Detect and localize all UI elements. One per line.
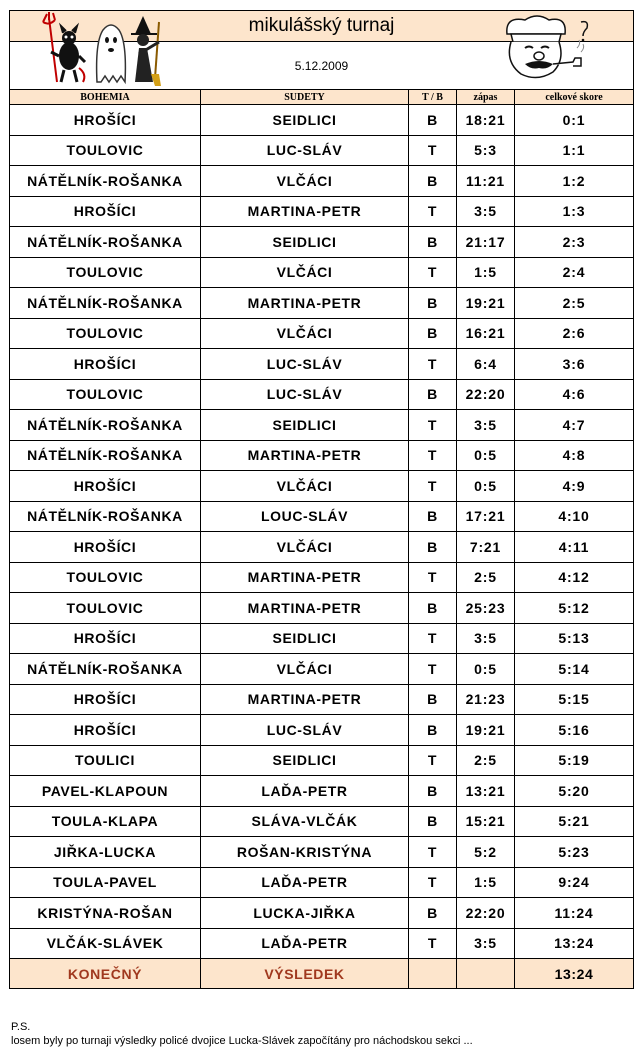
team-sudety-cell: MARTINA-PETR bbox=[201, 288, 409, 319]
tb-cell: T bbox=[409, 928, 457, 959]
match-score-cell: 3:5 bbox=[457, 928, 515, 959]
team-sudety-cell: LAĎA-PETR bbox=[201, 867, 409, 898]
postscript-label: P.S. bbox=[11, 1021, 31, 1033]
total-score-cell: 5:20 bbox=[515, 776, 634, 807]
team-sudety-cell: LOUC-SLÁV bbox=[201, 501, 409, 532]
tb-cell: B bbox=[409, 593, 457, 624]
tb-cell: B bbox=[409, 318, 457, 349]
team-sudety-cell: VLČÁCI bbox=[201, 318, 409, 349]
table-row bbox=[10, 562, 634, 593]
header-bohemia: BOHEMIA bbox=[10, 90, 201, 105]
team-bohemia-cell: TOULOVIC bbox=[10, 257, 201, 288]
total-score-cell: 5:21 bbox=[515, 806, 634, 837]
match-score-cell: 17:21 bbox=[457, 501, 515, 532]
table-row bbox=[10, 257, 634, 288]
match-score-cell: 0:5 bbox=[457, 471, 515, 502]
match-score-cell: 21:17 bbox=[457, 227, 515, 258]
team-bohemia-cell: HROŠÍCI bbox=[10, 623, 201, 654]
table-row bbox=[10, 105, 634, 136]
tb-cell: B bbox=[409, 501, 457, 532]
match-score-cell: 7:21 bbox=[457, 532, 515, 563]
tb-cell: T bbox=[409, 471, 457, 502]
final-empty-zapas bbox=[457, 959, 515, 989]
match-score-cell: 5:2 bbox=[457, 837, 515, 868]
team-bohemia-cell: NÁTĚLNÍK-ROŠANKA bbox=[10, 654, 201, 685]
team-sudety-cell: LUC-SLÁV bbox=[201, 379, 409, 410]
total-score-cell: 5:14 bbox=[515, 654, 634, 685]
team-bohemia-cell: NÁTĚLNÍK-ROŠANKA bbox=[10, 288, 201, 319]
total-score-cell: 4:7 bbox=[515, 410, 634, 441]
table-row bbox=[10, 471, 634, 502]
team-sudety-cell: MARTINA-PETR bbox=[201, 684, 409, 715]
table-row bbox=[10, 867, 634, 898]
match-score-cell: 15:21 bbox=[457, 806, 515, 837]
team-sudety-cell: VLČÁCI bbox=[201, 166, 409, 197]
team-sudety-cell: LAĎA-PETR bbox=[201, 776, 409, 807]
total-score-cell: 2:4 bbox=[515, 257, 634, 288]
match-score-cell: 22:20 bbox=[457, 379, 515, 410]
team-sudety-cell: LUC-SLÁV bbox=[201, 715, 409, 746]
match-score-cell: 5:3 bbox=[457, 135, 515, 166]
match-score-cell: 16:21 bbox=[457, 318, 515, 349]
team-bohemia-cell: JIŘKA-LUCKA bbox=[10, 837, 201, 868]
team-sudety-cell: LUC-SLÁV bbox=[201, 135, 409, 166]
team-bohemia-cell: TOULOVIC bbox=[10, 379, 201, 410]
tb-cell: T bbox=[409, 135, 457, 166]
table-row bbox=[10, 227, 634, 258]
team-bohemia-cell: TOULICI bbox=[10, 745, 201, 776]
total-score-cell: 0:1 bbox=[515, 105, 634, 136]
match-score-cell: 21:23 bbox=[457, 684, 515, 715]
total-score-cell: 1:3 bbox=[515, 196, 634, 227]
table-row bbox=[10, 135, 634, 166]
tb-cell: B bbox=[409, 776, 457, 807]
tournament-date: 5.12.2009 bbox=[10, 42, 634, 90]
team-bohemia-cell: TOULA-KLAPA bbox=[10, 806, 201, 837]
tb-cell: B bbox=[409, 715, 457, 746]
match-score-cell: 2:5 bbox=[457, 562, 515, 593]
tb-cell: B bbox=[409, 532, 457, 563]
team-sudety-cell: LUCKA-JIŘKA bbox=[201, 898, 409, 929]
team-sudety-cell: VLČÁCI bbox=[201, 257, 409, 288]
team-sudety-cell: SEIDLICI bbox=[201, 410, 409, 441]
table-row bbox=[10, 684, 634, 715]
total-score-cell: 5:19 bbox=[515, 745, 634, 776]
total-score-cell: 5:23 bbox=[515, 837, 634, 868]
tb-cell: B bbox=[409, 684, 457, 715]
match-score-cell: 13:21 bbox=[457, 776, 515, 807]
match-score-cell: 3:5 bbox=[457, 196, 515, 227]
table-row bbox=[10, 349, 634, 380]
match-score-cell: 3:5 bbox=[457, 623, 515, 654]
table-row bbox=[10, 898, 634, 929]
table-row bbox=[10, 166, 634, 197]
total-score-cell: 5:13 bbox=[515, 623, 634, 654]
total-score-cell: 1:1 bbox=[515, 135, 634, 166]
table-row bbox=[10, 532, 634, 563]
table-row bbox=[10, 196, 634, 227]
team-bohemia-cell: VLČÁK-SLÁVEK bbox=[10, 928, 201, 959]
team-bohemia-cell: KRISTÝNA-ROŠAN bbox=[10, 898, 201, 929]
tb-cell: T bbox=[409, 867, 457, 898]
header-tb: T / B bbox=[409, 90, 457, 105]
table-row bbox=[10, 623, 634, 654]
total-score-cell: 5:16 bbox=[515, 715, 634, 746]
column-headers bbox=[10, 90, 634, 105]
team-sudety-cell: LAĎA-PETR bbox=[201, 928, 409, 959]
tb-cell: B bbox=[409, 288, 457, 319]
match-score-cell: 0:5 bbox=[457, 654, 515, 685]
total-score-cell: 9:24 bbox=[515, 867, 634, 898]
team-bohemia-cell: TOULOVIC bbox=[10, 562, 201, 593]
table-row bbox=[10, 501, 634, 532]
total-score-cell: 5:12 bbox=[515, 593, 634, 624]
table-row bbox=[10, 379, 634, 410]
team-sudety-cell: MARTINA-PETR bbox=[201, 593, 409, 624]
tb-cell: B bbox=[409, 806, 457, 837]
tournament-sheet bbox=[9, 10, 633, 1047]
tb-cell: B bbox=[409, 166, 457, 197]
team-bohemia-cell: TOULOVIC bbox=[10, 135, 201, 166]
total-score-cell: 2:5 bbox=[515, 288, 634, 319]
table-row bbox=[10, 776, 634, 807]
match-score-cell: 25:23 bbox=[457, 593, 515, 624]
match-score-cell: 6:4 bbox=[457, 349, 515, 380]
tb-cell: B bbox=[409, 105, 457, 136]
match-score-cell: 1:5 bbox=[457, 257, 515, 288]
tb-cell: T bbox=[409, 562, 457, 593]
results-table bbox=[9, 10, 634, 989]
tb-cell: T bbox=[409, 837, 457, 868]
chef-caricature-icon bbox=[497, 12, 597, 84]
tb-cell: T bbox=[409, 349, 457, 380]
match-score-cell: 1:5 bbox=[457, 867, 515, 898]
team-bohemia-cell: TOULA-PAVEL bbox=[10, 867, 201, 898]
total-score-cell: 1:2 bbox=[515, 166, 634, 197]
total-score-cell: 4:6 bbox=[515, 379, 634, 410]
team-bohemia-cell: HROŠÍCI bbox=[10, 532, 201, 563]
team-sudety-cell: SEIDLICI bbox=[201, 623, 409, 654]
team-bohemia-cell: HROŠÍCI bbox=[10, 105, 201, 136]
total-score-cell: 5:15 bbox=[515, 684, 634, 715]
team-sudety-cell: VLČÁCI bbox=[201, 532, 409, 563]
total-score-cell: 13:24 bbox=[515, 928, 634, 959]
tb-cell: B bbox=[409, 379, 457, 410]
table-row bbox=[10, 745, 634, 776]
team-sudety-cell: SEIDLICI bbox=[201, 745, 409, 776]
total-score-cell: 4:11 bbox=[515, 532, 634, 563]
match-score-cell: 22:20 bbox=[457, 898, 515, 929]
table-row bbox=[10, 593, 634, 624]
team-sudety-cell: MARTINA-PETR bbox=[201, 440, 409, 471]
final-score: 13:24 bbox=[515, 959, 634, 989]
final-label-1: KONEČNÝ bbox=[10, 959, 201, 989]
team-sudety-cell: MARTINA-PETR bbox=[201, 196, 409, 227]
tb-cell: T bbox=[409, 654, 457, 685]
header-sudety: SUDETY bbox=[201, 90, 409, 105]
total-score-cell: 11:24 bbox=[515, 898, 634, 929]
match-score-cell: 2:5 bbox=[457, 745, 515, 776]
table-row bbox=[10, 806, 634, 837]
team-bohemia-cell: NÁTĚLNÍK-ROŠANKA bbox=[10, 410, 201, 441]
team-sudety-cell: VLČÁCI bbox=[201, 471, 409, 502]
team-bohemia-cell: NÁTĚLNÍK-ROŠANKA bbox=[10, 166, 201, 197]
tb-cell: B bbox=[409, 227, 457, 258]
table-row bbox=[10, 837, 634, 868]
table-row bbox=[10, 440, 634, 471]
table-row bbox=[10, 928, 634, 959]
team-bohemia-cell: NÁTĚLNÍK-ROŠANKA bbox=[10, 227, 201, 258]
total-score-cell: 3:6 bbox=[515, 349, 634, 380]
match-score-cell: 3:5 bbox=[457, 410, 515, 441]
table-row bbox=[10, 715, 634, 746]
match-score-cell: 11:21 bbox=[457, 166, 515, 197]
team-bohemia-cell: HROŠÍCI bbox=[10, 196, 201, 227]
team-bohemia-cell: NÁTĚLNÍK-ROŠANKA bbox=[10, 440, 201, 471]
postscript-text: losem byly po turnaji výsledky policé dvojice Lucka-Slávek započítány pro náchodskou sekci ... bbox=[11, 1035, 473, 1047]
final-label-2: VÝSLEDEK bbox=[201, 959, 409, 989]
tb-cell: T bbox=[409, 745, 457, 776]
team-bohemia-cell: TOULOVIC bbox=[10, 593, 201, 624]
team-bohemia-cell: HROŠÍCI bbox=[10, 684, 201, 715]
team-sudety-cell: SLÁVA-VLČÁK bbox=[201, 806, 409, 837]
table-row bbox=[10, 410, 634, 441]
match-score-cell: 18:21 bbox=[457, 105, 515, 136]
team-sudety-cell: SEIDLICI bbox=[201, 227, 409, 258]
tb-cell: T bbox=[409, 410, 457, 441]
match-score-cell: 0:5 bbox=[457, 440, 515, 471]
postscript bbox=[11, 1020, 473, 1048]
team-bohemia-cell: TOULOVIC bbox=[10, 318, 201, 349]
final-empty-tb bbox=[409, 959, 457, 989]
team-bohemia-cell: PAVEL-KLAPOUN bbox=[10, 776, 201, 807]
tb-cell: B bbox=[409, 898, 457, 929]
table-row bbox=[10, 318, 634, 349]
match-score-cell: 19:21 bbox=[457, 715, 515, 746]
team-bohemia-cell: HROŠÍCI bbox=[10, 715, 201, 746]
team-bohemia-cell: HROŠÍCI bbox=[10, 471, 201, 502]
tb-cell: T bbox=[409, 257, 457, 288]
tb-cell: T bbox=[409, 623, 457, 654]
team-bohemia-cell: HROŠÍCI bbox=[10, 349, 201, 380]
halloween-figures-icon bbox=[39, 12, 169, 86]
team-sudety-cell: SEIDLICI bbox=[201, 105, 409, 136]
total-score-cell: 4:9 bbox=[515, 471, 634, 502]
total-score-cell: 4:10 bbox=[515, 501, 634, 532]
final-result-row bbox=[10, 959, 634, 989]
table-row bbox=[10, 654, 634, 685]
header-celkove-skore: celkové skore bbox=[515, 90, 634, 105]
header-zapas: zápas bbox=[457, 90, 515, 105]
total-score-cell: 2:6 bbox=[515, 318, 634, 349]
team-sudety-cell: MARTINA-PETR bbox=[201, 562, 409, 593]
team-bohemia-cell: NÁTĚLNÍK-ROŠANKA bbox=[10, 501, 201, 532]
tb-cell: T bbox=[409, 196, 457, 227]
match-score-cell: 19:21 bbox=[457, 288, 515, 319]
total-score-cell: 2:3 bbox=[515, 227, 634, 258]
total-score-cell: 4:12 bbox=[515, 562, 634, 593]
tb-cell: T bbox=[409, 440, 457, 471]
team-sudety-cell: ROŠAN-KRISTÝNA bbox=[201, 837, 409, 868]
total-score-cell: 4:8 bbox=[515, 440, 634, 471]
team-sudety-cell: LUC-SLÁV bbox=[201, 349, 409, 380]
tournament-title: mikulášský turnaj bbox=[10, 11, 634, 42]
team-sudety-cell: VLČÁCI bbox=[201, 654, 409, 685]
table-row bbox=[10, 288, 634, 319]
